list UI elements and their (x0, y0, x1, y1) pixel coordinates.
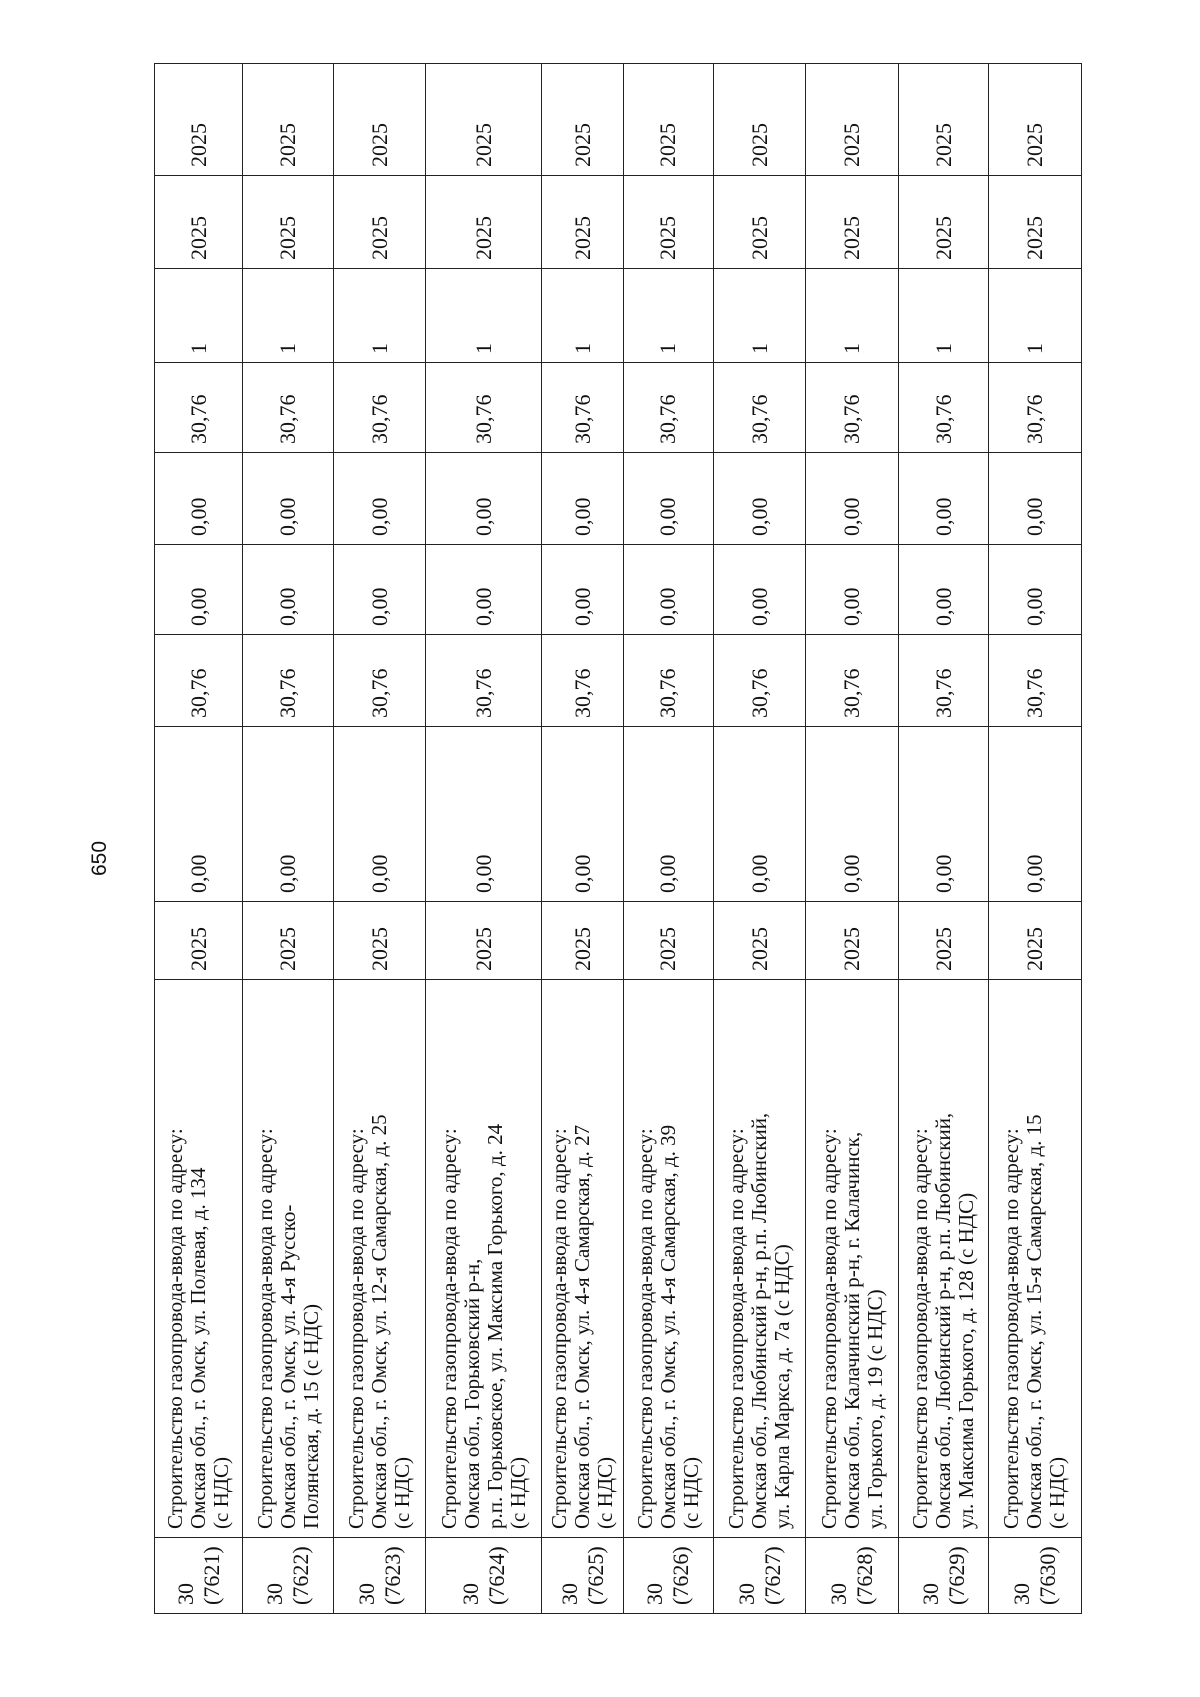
table-row (713, 64, 806, 1614)
value-cell-1: 0,00 (713, 727, 806, 902)
end-year-cell: 2025 (713, 64, 806, 176)
end-year-cell: 2025 (899, 64, 989, 176)
description-line: (с НДС) (593, 1456, 618, 1529)
row-number: 30 (917, 1583, 943, 1605)
value-cell-1: 0,00 (899, 727, 989, 902)
table-row (988, 64, 1081, 1614)
row-number: 30 (826, 1583, 852, 1605)
description-line: Строительство газопровода-ввода по адресу: (436, 1128, 461, 1529)
value-cell-4: 0,00 (623, 453, 713, 545)
value-cell-2: 30,76 (806, 635, 899, 727)
quantity-cell: 1 (623, 269, 713, 363)
description-line: Полянская, д. 15 (с НДС) (298, 1304, 323, 1529)
start-year-cell: 2025 (155, 176, 243, 269)
value-cell-4: 0,00 (542, 453, 624, 545)
description-line: Строительство газопровода-ввода по адресу: (252, 1128, 277, 1529)
row-code-cell (243, 1538, 334, 1614)
description-line: Строительство газопровода-ввода по адресу: (163, 1128, 188, 1529)
quantity-cell: 1 (713, 269, 806, 363)
start-year-cell: 2025 (623, 176, 713, 269)
row-number: 30 (733, 1583, 759, 1605)
value-cell-3: 0,00 (334, 545, 426, 635)
description-line: (с НДС) (505, 1456, 530, 1529)
row-code-cell (426, 1538, 542, 1614)
value-cell-3: 0,00 (713, 545, 806, 635)
description-line: Омская обл., Горьковский р-н, (459, 1258, 484, 1529)
end-year-cell: 2025 (426, 64, 542, 176)
value-cell-3: 0,00 (806, 545, 899, 635)
description-cell (334, 980, 426, 1538)
row-id: (7622) (288, 1546, 314, 1605)
value-cell-5: 30,76 (806, 363, 899, 453)
description-line: (с НДС) (678, 1456, 703, 1529)
value-cell-5: 30,76 (988, 363, 1081, 453)
row-code-cell (806, 1538, 899, 1614)
row-number: 30 (556, 1583, 582, 1605)
quantity-cell: 1 (542, 269, 624, 363)
value-cell-4: 0,00 (899, 453, 989, 545)
description-line: Строительство газопровода-ввода по адресу: (908, 1128, 933, 1529)
quantity-cell: 1 (155, 269, 243, 363)
quantity-cell: 1 (243, 269, 334, 363)
value-cell-1: 0,00 (334, 727, 426, 902)
year-cell: 2025 (899, 902, 989, 980)
start-year-cell: 2025 (334, 176, 426, 269)
value-cell-1: 0,00 (155, 727, 243, 902)
description-line: ул. Горького, д. 19 (с НДС) (862, 1289, 887, 1529)
row-number: 30 (353, 1583, 379, 1605)
row-code-cell (713, 1538, 806, 1614)
description-cell (623, 980, 713, 1538)
description-line: Омская обл., Любинский р-н, р.п. Любинский, (747, 1112, 772, 1529)
table-row (899, 64, 989, 1614)
value-cell-4: 0,00 (806, 453, 899, 545)
row-id: (7623) (379, 1546, 405, 1605)
value-cell-3: 0,00 (899, 545, 989, 635)
description-cell (155, 980, 243, 1538)
description-line: Строительство газопровода-ввода по адресу: (344, 1128, 369, 1529)
description-line: р.п. Горьковское, ул. Максима Горького, д. 24 (482, 1123, 507, 1529)
table-row (623, 64, 713, 1614)
description-line: Омская обл., Калачинский р-н, г. Калачинск, (839, 1131, 864, 1529)
value-cell-2: 30,76 (988, 635, 1081, 727)
value-cell-5: 30,76 (243, 363, 334, 453)
year-cell: 2025 (713, 902, 806, 980)
description-cell (243, 980, 334, 1538)
quantity-cell: 1 (988, 269, 1081, 363)
value-cell-1: 0,00 (623, 727, 713, 902)
row-number: 30 (642, 1583, 668, 1605)
year-cell: 2025 (155, 902, 243, 980)
start-year-cell: 2025 (988, 176, 1081, 269)
value-cell-5: 30,76 (542, 363, 624, 453)
value-cell-4: 0,00 (713, 453, 806, 545)
description-line: Омская обл., г. Омск, ул. 15-я Самарская, д. 15 (1022, 1114, 1047, 1529)
value-cell-2: 30,76 (899, 635, 989, 727)
value-cell-2: 30,76 (155, 635, 243, 727)
description-cell (713, 980, 806, 1538)
value-cell-3: 0,00 (155, 545, 243, 635)
description-cell (988, 980, 1081, 1538)
row-number: 30 (1008, 1583, 1034, 1605)
description-line: Строительство газопровода-ввода по адресу: (999, 1128, 1024, 1529)
table-row (806, 64, 899, 1614)
start-year-cell: 2025 (713, 176, 806, 269)
value-cell-4: 0,00 (334, 453, 426, 545)
start-year-cell: 2025 (899, 176, 989, 269)
row-code-cell (623, 1538, 713, 1614)
end-year-cell: 2025 (155, 64, 243, 176)
start-year-cell: 2025 (243, 176, 334, 269)
row-id: (7628) (852, 1546, 878, 1605)
description-line: (с НДС) (390, 1456, 415, 1529)
row-number: 30 (172, 1583, 198, 1605)
end-year-cell: 2025 (334, 64, 426, 176)
year-cell: 2025 (426, 902, 542, 980)
end-year-cell: 2025 (542, 64, 624, 176)
value-cell-1: 0,00 (542, 727, 624, 902)
description-line: Омская обл., г. Омск, ул. Полевая, д. 134 (186, 1167, 211, 1529)
description-cell (426, 980, 542, 1538)
row-number: 30 (457, 1583, 483, 1605)
description-line: ул. Карла Маркса, д. 7а (с НДС) (770, 1244, 795, 1529)
value-cell-5: 30,76 (426, 363, 542, 453)
row-id: (7621) (198, 1546, 224, 1605)
year-cell: 2025 (623, 902, 713, 980)
description-line: Омская обл., г. Омск, ул. 4-я Самарская, д. 39 (655, 1124, 680, 1529)
year-cell: 2025 (334, 902, 426, 980)
description-cell (899, 980, 989, 1538)
year-cell: 2025 (806, 902, 899, 980)
value-cell-2: 30,76 (542, 635, 624, 727)
value-cell-2: 30,76 (426, 635, 542, 727)
row-id: (7629) (943, 1546, 969, 1605)
value-cell-3: 0,00 (623, 545, 713, 635)
row-id: (7625) (582, 1546, 608, 1605)
description-line: Омская обл., г. Омск, ул. 4-я Русско- (275, 1204, 300, 1529)
value-cell-4: 0,00 (243, 453, 334, 545)
row-code-cell (542, 1538, 624, 1614)
description-line: Омская обл., Любинский р-н, р.п. Любинский, (931, 1112, 956, 1529)
page-number: 650 (88, 840, 112, 877)
value-cell-5: 30,76 (155, 363, 243, 453)
description-line: Омская обл., г. Омск, ул. 12-я Самарская, д. 25 (367, 1114, 392, 1529)
quantity-cell: 1 (899, 269, 989, 363)
value-cell-3: 0,00 (426, 545, 542, 635)
investment-table (154, 63, 1082, 1614)
value-cell-3: 0,00 (542, 545, 624, 635)
table-row (155, 64, 243, 1614)
value-cell-1: 0,00 (988, 727, 1081, 902)
year-cell: 2025 (542, 902, 624, 980)
value-cell-4: 0,00 (426, 453, 542, 545)
row-code-cell (155, 1538, 243, 1614)
end-year-cell: 2025 (243, 64, 334, 176)
value-cell-1: 0,00 (426, 727, 542, 902)
row-id: (7627) (759, 1546, 785, 1605)
start-year-cell: 2025 (806, 176, 899, 269)
table-row (243, 64, 334, 1614)
year-cell: 2025 (243, 902, 334, 980)
start-year-cell: 2025 (542, 176, 624, 269)
value-cell-3: 0,00 (988, 545, 1081, 635)
table-row (334, 64, 426, 1614)
value-cell-4: 0,00 (988, 453, 1081, 545)
table-body (155, 64, 1082, 1614)
value-cell-4: 0,00 (155, 453, 243, 545)
end-year-cell: 2025 (623, 64, 713, 176)
start-year-cell: 2025 (426, 176, 542, 269)
value-cell-2: 30,76 (623, 635, 713, 727)
value-cell-2: 30,76 (713, 635, 806, 727)
description-line: (с НДС) (209, 1456, 234, 1529)
row-code-cell (334, 1538, 426, 1614)
row-code-cell (988, 1538, 1081, 1614)
value-cell-5: 30,76 (623, 363, 713, 453)
quantity-cell: 1 (426, 269, 542, 363)
quantity-cell: 1 (334, 269, 426, 363)
row-id: (7630) (1034, 1546, 1060, 1605)
value-cell-5: 30,76 (899, 363, 989, 453)
description-line: Строительство газопровода-ввода по адресу: (724, 1128, 749, 1529)
description-line: Строительство газопровода-ввода по адресу: (816, 1128, 841, 1529)
end-year-cell: 2025 (988, 64, 1081, 176)
value-cell-5: 30,76 (713, 363, 806, 453)
row-number: 30 (262, 1583, 288, 1605)
description-cell (542, 980, 624, 1538)
table-row (542, 64, 624, 1614)
value-cell-5: 30,76 (334, 363, 426, 453)
row-id: (7626) (668, 1546, 694, 1605)
description-line: Строительство газопровода-ввода по адресу: (547, 1128, 572, 1529)
value-cell-2: 30,76 (243, 635, 334, 727)
description-cell (806, 980, 899, 1538)
value-cell-3: 0,00 (243, 545, 334, 635)
description-line: (с НДС) (1045, 1456, 1070, 1529)
description-line: ул. Максима Горького, д. 128 (с НДС) (954, 1192, 979, 1529)
value-cell-2: 30,76 (334, 635, 426, 727)
row-id: (7624) (483, 1546, 509, 1605)
value-cell-1: 0,00 (806, 727, 899, 902)
table-row (426, 64, 542, 1614)
rotated-table-container (154, 64, 1082, 1614)
description-line: Омская обл., г. Омск, ул. 4-я Самарская, д. 27 (570, 1124, 595, 1529)
quantity-cell: 1 (806, 269, 899, 363)
year-cell: 2025 (988, 902, 1081, 980)
end-year-cell: 2025 (806, 64, 899, 176)
description-line: Строительство газопровода-ввода по адресу: (632, 1128, 657, 1529)
row-code-cell (899, 1538, 989, 1614)
value-cell-1: 0,00 (243, 727, 334, 902)
